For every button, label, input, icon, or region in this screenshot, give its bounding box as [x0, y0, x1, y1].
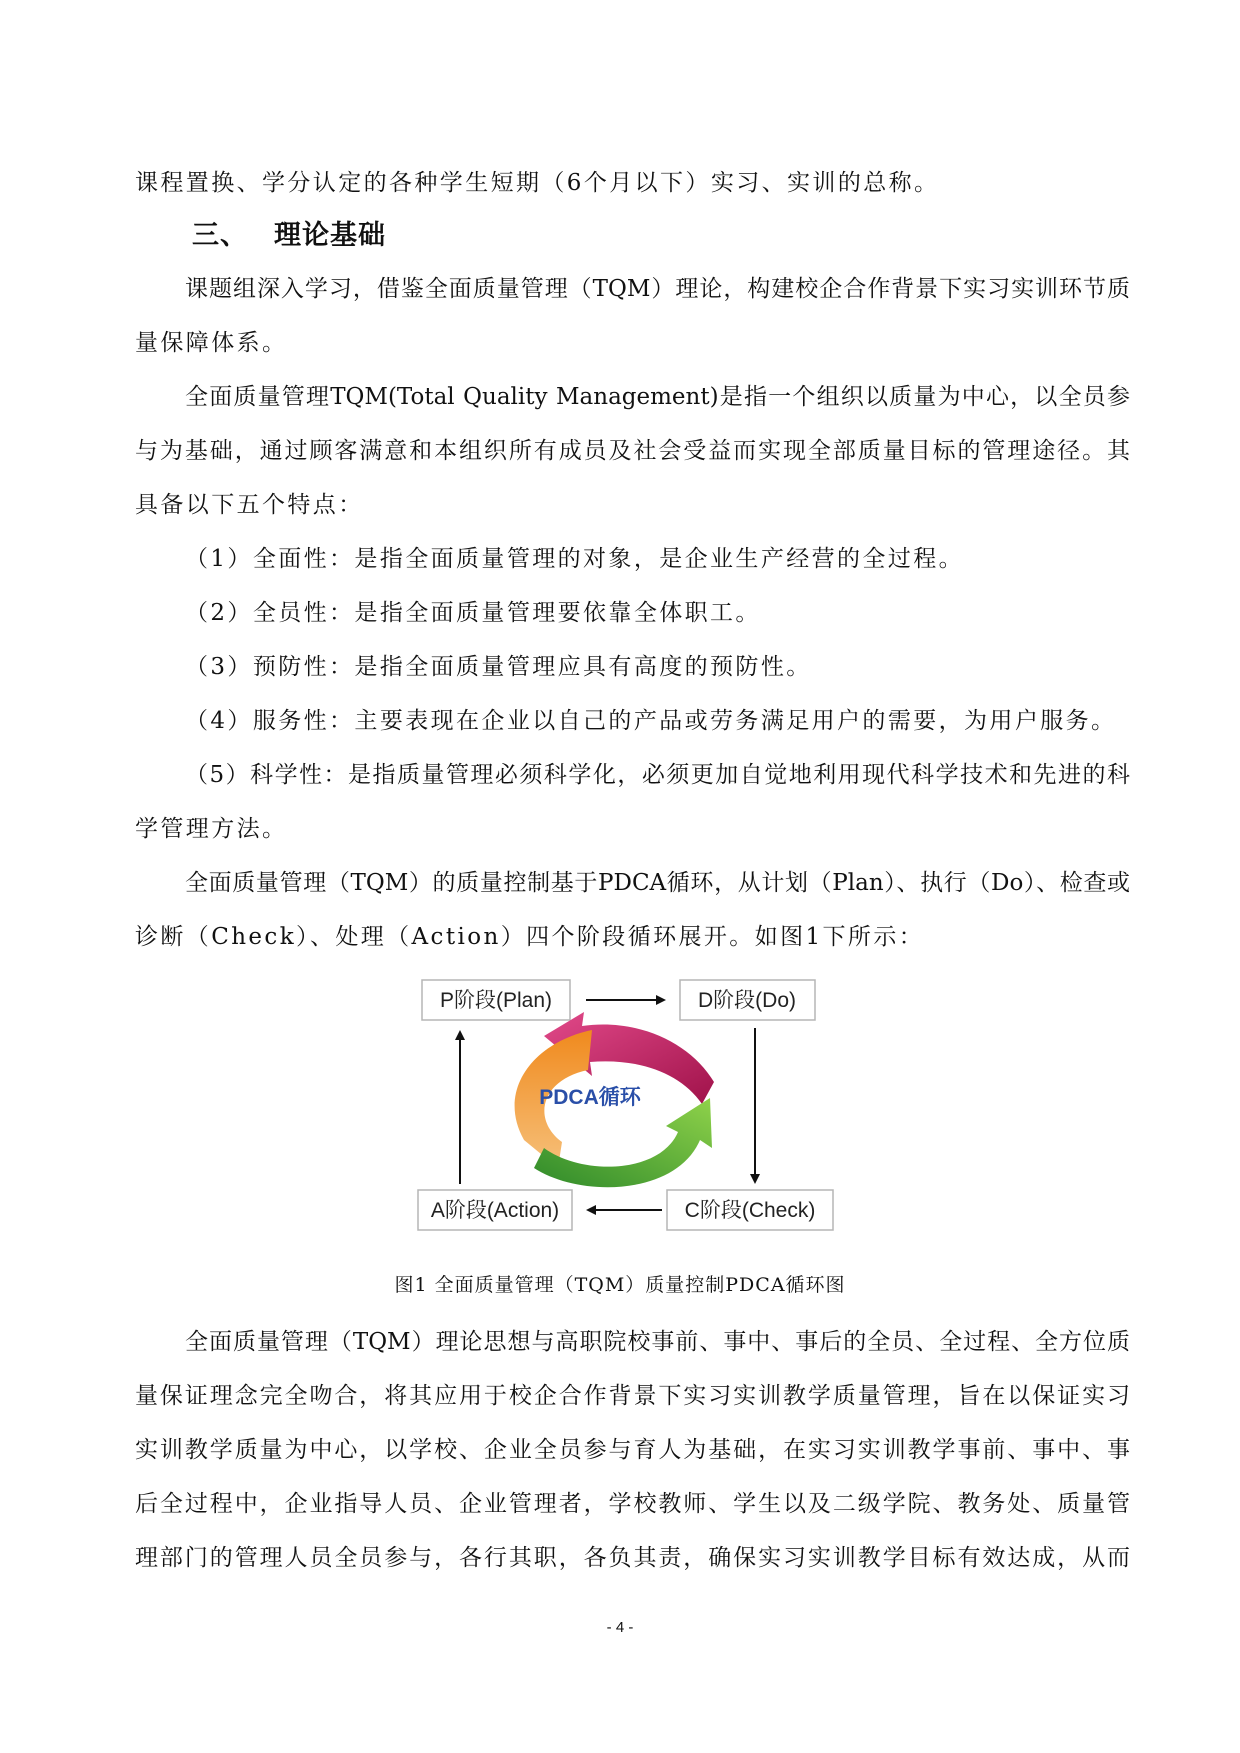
- feature-item-2: （2）全员性：是指全面质量管理要依靠全体职工。: [185, 600, 761, 626]
- feature-item-5: （5）科学性：是指质量管理必须科学化，必须更加自觉地利用现代科学技术和先进的科: [185, 762, 1130, 788]
- feature-item-4: （4）服务性：主要表现在企业以自己的产品或劳务满足用户的需要，为用户服务。: [185, 708, 1117, 734]
- continued-text-line: 课程置换、学分认定的各种学生短期（6个月以下）实习、实训的总称。: [135, 170, 940, 196]
- feature-item-1: （1）全面性：是指全面质量管理的对象，是企业生产经营的全过程。: [185, 546, 965, 572]
- paragraph-3-line-2: 诊断（Check）、处理（Action）四个阶段循环展开。如图1下所示：: [135, 924, 925, 950]
- figure-caption: 图1 全面质量管理（TQM）质量控制PDCA循环图: [394, 1274, 846, 1296]
- paragraph-2-line-2: 与为基础，通过顾客满意和本组织所有成员及社会受益而实现全部质量目标的管理途径。其: [135, 438, 1130, 464]
- plan-stage-box: [422, 980, 570, 1020]
- section-heading: [192, 218, 386, 254]
- do-stage-label: D阶段(Do): [698, 989, 796, 1012]
- pdca-cycle-diagram: [412, 972, 842, 1234]
- feature-item-3: （3）预防性：是指全面质量管理应具有高度的预防性。: [185, 654, 812, 680]
- paragraph-4-line-2: 量保证理念完全吻合，将其应用于校企合作背景下实习实训教学质量管理，旨在以保证实习: [135, 1383, 1130, 1409]
- action-stage-box: [418, 1190, 572, 1230]
- paragraph-4-line-3: 实训教学质量为中心，以学校、企业全员参与育人为基础，在实习实训教学事前、事中、事: [135, 1437, 1130, 1463]
- action-stage-label: A阶段(Action): [430, 1199, 560, 1222]
- plan-stage-label: P阶段(Plan): [439, 989, 553, 1012]
- feature-item-5-continued: 学管理方法。: [135, 816, 288, 842]
- page-number: - 4 -: [606, 1619, 634, 1636]
- paragraph-4-line-5: 理部门的管理人员全员参与，各行其职，各负其责，确保实习实训教学目标有效达成，从而: [135, 1545, 1130, 1571]
- paragraph-4-line-4: 后全过程中，企业指导人员、企业管理者，学校教师、学生以及二级学院、教务处、质量管: [135, 1491, 1130, 1517]
- section-number: 三、: [192, 220, 248, 251]
- pdca-center-label: PDCA循环: [539, 1086, 641, 1109]
- paragraph-4-line-1: 全面质量管理（TQM）理论思想与高职院校事前、事中、事后的全员、全过程、全方位质: [185, 1329, 1130, 1355]
- paragraph-1-line-1: 课题组深入学习，借鉴全面质量管理（TQM）理论，构建校企合作背景下实习实训环节质: [185, 276, 1130, 302]
- paragraph-2-line-1: 全面质量管理TQM(Total Quality Management)是指一个组织以质量为中心，以全员参: [185, 384, 1130, 410]
- check-stage-label: C阶段(Check): [684, 1199, 816, 1222]
- check-stage-box: [667, 1190, 833, 1230]
- do-stage-box: [680, 980, 815, 1020]
- paragraph-1-line-2: 量保障体系。: [135, 330, 288, 356]
- paragraph-2-line-3: 具备以下五个特点：: [135, 492, 364, 518]
- paragraph-3-line-1: 全面质量管理（TQM）的质量控制基于PDCA循环，从计划（Plan）、执行（Do）、检查或: [185, 870, 1130, 896]
- section-title: 理论基础: [274, 220, 386, 251]
